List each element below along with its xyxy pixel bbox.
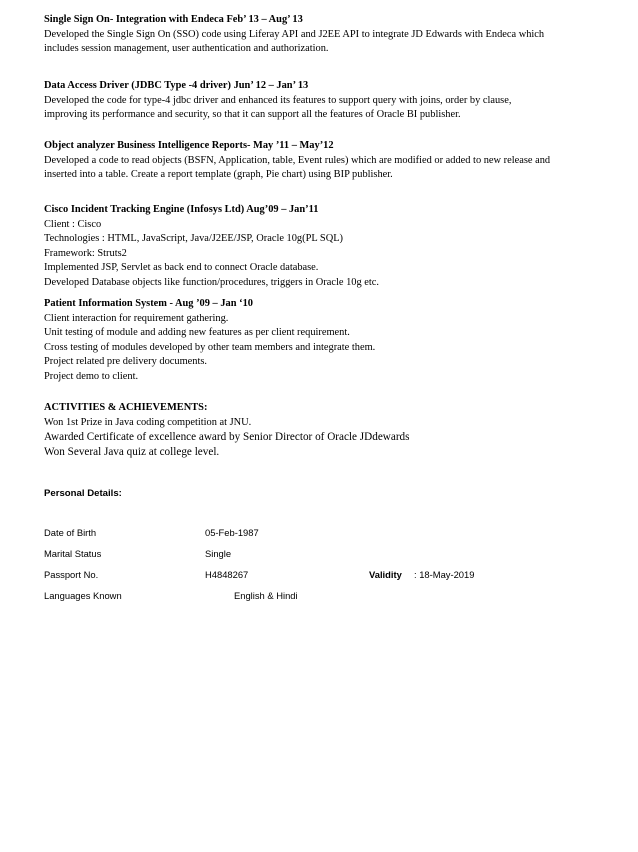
validity-label: Validity <box>369 569 402 580</box>
languages-label: Languages Known <box>44 590 122 601</box>
languages-value: English & Hindi <box>234 590 298 601</box>
project-line: Developed a code to read objects (BSFN, Application, table, Event rules) which are modified or added to new release and <box>44 154 551 166</box>
project-line: Client : Cisco <box>44 218 102 230</box>
project-title: Cisco Incident Tracking Engine (Infosys Ltd) Aug’09 – Jan’11 <box>44 204 319 215</box>
personal-details-title: Personal Details: <box>44 488 122 499</box>
marital-label: Marital Status <box>44 548 102 559</box>
project-line: Developed the Single Sign On (SSO) code using Liferay API and J2EE API to integrate JD Edwards with Endeca which <box>44 28 545 40</box>
activities-title: ACTIVITIES & ACHIEVEMENTS: <box>44 402 208 413</box>
project-line: includes session management, user authentication and authorization. <box>44 43 329 54</box>
project-line: improving its performance and security, so that it can support all the features of Oracle BI publisher. <box>44 109 461 120</box>
project-line: Client interaction for requirement gathering. <box>44 312 229 324</box>
activity-item: Awarded Certificate of excellence award by Senior Director of Oracle JDdewards <box>44 431 410 443</box>
project-title: Patient Information System - Aug ’09 – Jan ‘10 <box>44 298 253 309</box>
project-line: Unit testing of module and adding new features as per client requirement. <box>44 327 350 338</box>
project-line: Project demo to client. <box>44 370 139 382</box>
project-title: Single Sign On- Integration with Endeca Feb’ 13 – Aug’ 13 <box>44 14 303 25</box>
dob-value: 05-Feb-1987 <box>205 527 259 538</box>
project-line: Project related pre delivery documents. <box>44 356 208 367</box>
project-line: inserted into a table. Create a report template (graph, Pie chart) using BIP publisher. <box>44 169 393 180</box>
project-line: Developed Database objects like function/procedures, triggers in Oracle 10g etc. <box>44 276 379 288</box>
project-object-analyzer <box>44 139 614 183</box>
project-line: Developed the code for type-4 jdbc driver and enhanced its features to support query with joins, order by clause, <box>44 94 512 106</box>
dob-label: Date of Birth <box>44 527 97 538</box>
activity-item: Won Several Java quiz at college level. <box>44 445 220 458</box>
project-sso <box>44 13 614 57</box>
project-patient-info <box>44 297 614 384</box>
activities-section <box>44 401 614 460</box>
project-title: Object analyzer Business Intelligence Reports- May ’11 – May’12 <box>44 140 334 151</box>
project-line: Cross testing of modules developed by other team members and integrate them. <box>44 341 376 353</box>
activity-item: Won 1st Prize in Java coding competition at JNU. <box>44 416 252 428</box>
validity-value: : 18-May-2019 <box>414 569 475 580</box>
project-line: Framework: Struts2 <box>44 247 127 259</box>
project-cisco <box>44 203 614 290</box>
project-line: Implemented JSP, Servlet as back end to connect Oracle database. <box>44 262 319 273</box>
project-line: Technologies : HTML, JavaScript, Java/J2EE/JSP, Oracle 10g(PL SQL) <box>44 233 344 244</box>
marital-value: Single <box>205 548 232 559</box>
passport-label: Passport No. <box>44 569 99 580</box>
project-jdbc <box>44 79 614 123</box>
passport-value: H4848267 <box>205 569 249 580</box>
project-title: Data Access Driver (JDBC Type -4 driver) Jun’ 12 – Jan’ 13 <box>44 80 309 91</box>
